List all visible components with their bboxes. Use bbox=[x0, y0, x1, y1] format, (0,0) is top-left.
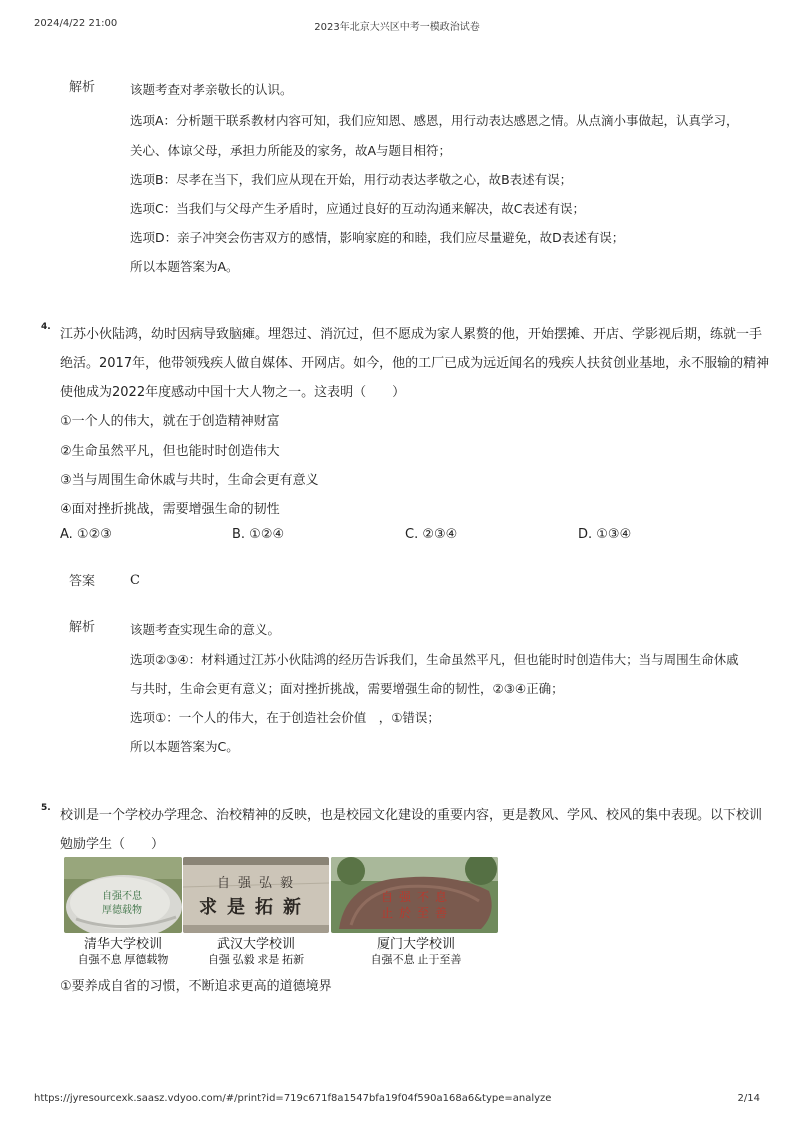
wuhan-carved-line: 自强弘毅 bbox=[216, 876, 302, 891]
q3-analysis-line: 所以本题答案为A。 bbox=[130, 259, 239, 274]
wuhan-stone-image bbox=[183, 857, 329, 933]
q4-statement: ①一个人的伟大，就在于创造精神财富 bbox=[60, 414, 280, 429]
q4-stem-line: 江苏小伙陆鸿，幼时因病导致脑瘫。埋怨过、消沉过，但不愿成为家人累赘的他，开始摆摊、开店、学影视后期，练就一手 bbox=[60, 327, 763, 342]
xiamen-caption bbox=[338, 936, 494, 968]
question-number: 5. bbox=[41, 803, 51, 813]
q3-analysis-line: 该题考查对孝亲敬长的认识。 bbox=[130, 82, 293, 97]
tsinghua-carved-line: 自强不息 bbox=[102, 891, 142, 902]
xiamen-caption-name: 厦门大学校训 bbox=[376, 936, 455, 951]
print-url: https://jyresourcexk.saasz.vdyoo.com/#/print?id=719c671f8a1547bfa19f04f590a168a6&type=analyze bbox=[34, 1093, 552, 1104]
q3-analysis-label: 解析 bbox=[69, 80, 96, 95]
xiamen-stone-image bbox=[331, 857, 498, 933]
q3-analysis-line: 选项C：当我们与父母产生矛盾时，应通过良好的互动沟通来解决，故C表述有误； bbox=[130, 201, 585, 216]
xiamen-carved-line: 止於至善 bbox=[380, 906, 454, 920]
q4-analysis-line: 选项②③④：材料通过江苏小伙陆鸿的经历告诉我们，生命虽然平凡，但也能时时创造伟大；当与周围生命休戚 bbox=[130, 652, 739, 667]
q5-statement: ①要养成自省的习惯，不断追求更高的道德境界 bbox=[60, 979, 332, 994]
tsinghua-caption bbox=[60, 936, 186, 968]
q4-analysis-label: 解析 bbox=[69, 620, 96, 635]
q4-answer-value: C bbox=[130, 573, 140, 588]
q5-stem-line: 校训是一个学校办学理念、治校精神的反映，也是校园文化建设的重要内容，更是教风、学风、校风的集中表现。以下校训 bbox=[60, 808, 763, 823]
q4-statement: ④面对挫折挑战，需要增强生命的韧性 bbox=[60, 502, 280, 517]
q4-stem-line: 绝活。2017年，他带领残疾人做自媒体、开网店。如今，他的工厂已成为远近闻名的残疾人扶贫创业基地，永不服输的精神 bbox=[60, 356, 770, 371]
page-number: 2/14 bbox=[737, 1093, 760, 1104]
q4-analysis-line: 与共时，生命会更有意义；面对挫折挑战，需要增强生命的韧性，②③④正确； bbox=[130, 681, 564, 696]
wuhan-caption-name: 武汉大学校训 bbox=[216, 936, 295, 951]
tsinghua-stone-image bbox=[64, 857, 182, 933]
tsinghua-motto-photo bbox=[64, 857, 182, 933]
wuhan-caption-motto: 自强 弘毅 求是 拓新 bbox=[207, 954, 305, 966]
wuhan-caption bbox=[186, 936, 326, 968]
question-number: 4. bbox=[41, 322, 51, 332]
q4-statement: ③当与周围生命休戚与共时，生命会更有意义 bbox=[60, 473, 319, 488]
print-datetime: 2024/4/22 21:00 bbox=[34, 18, 118, 29]
q3-analysis-line: 选项A：分析题干联系教材内容可知，我们应知恩、感恩，用行动表达感恩之情。从点滴小事做起，认真学习， bbox=[130, 113, 739, 128]
q4-option-d: D. ①③④ bbox=[578, 527, 632, 542]
q4-option-c: C. ②③④ bbox=[405, 527, 458, 542]
q4-option-b: B. ①②④ bbox=[232, 527, 285, 542]
xiamen-caption-motto: 自强不息 止于至善 bbox=[370, 954, 462, 966]
q4-answer-label: 答案 bbox=[69, 574, 96, 589]
xiamen-motto-photo bbox=[331, 857, 498, 933]
tsinghua-caption-name: 清华大学校训 bbox=[83, 936, 162, 951]
xiamen-carved-line: 自强不息 bbox=[380, 890, 454, 904]
wuhan-carved-line: 求是拓新 bbox=[199, 897, 311, 918]
q3-analysis-line: 选项B：尽孝在当下，我们应从现在开始，用行动表达孝敬之心，故B表述有误； bbox=[130, 172, 573, 187]
document-title: 2023年北京大兴区中考一模政治试卷 bbox=[314, 22, 480, 33]
tsinghua-caption-motto: 自强不息 厚德载物 bbox=[77, 954, 169, 966]
q3-analysis-line: 关心、体谅父母，承担力所能及的家务，故A与题目相符； bbox=[130, 143, 452, 158]
q3-analysis-line: 选项D：亲子冲突会伤害双方的感情，影响家庭的和睦，我们应尽量避免，故D表述有误； bbox=[130, 230, 625, 245]
tsinghua-carved-line: 厚德载物 bbox=[102, 905, 142, 916]
q4-analysis-line: 该题考查实现生命的意义。 bbox=[130, 622, 281, 637]
q4-stem-line: 使他成为2022年度感动中国十大人物之一。这表明（ ） bbox=[60, 385, 406, 400]
q4-analysis-line: 所以本题答案为C。 bbox=[130, 739, 239, 754]
q4-analysis-line: 选项①：一个人的伟大，在于创造社会价值 ，①错误； bbox=[130, 710, 440, 725]
q4-option-a: A. ①②③ bbox=[60, 527, 112, 542]
q4-statement: ②生命虽然平凡，但也能时时创造伟大 bbox=[60, 444, 280, 459]
wuhan-motto-photo bbox=[183, 857, 329, 933]
q5-stem-line: 勉励学生（ ） bbox=[60, 837, 165, 852]
